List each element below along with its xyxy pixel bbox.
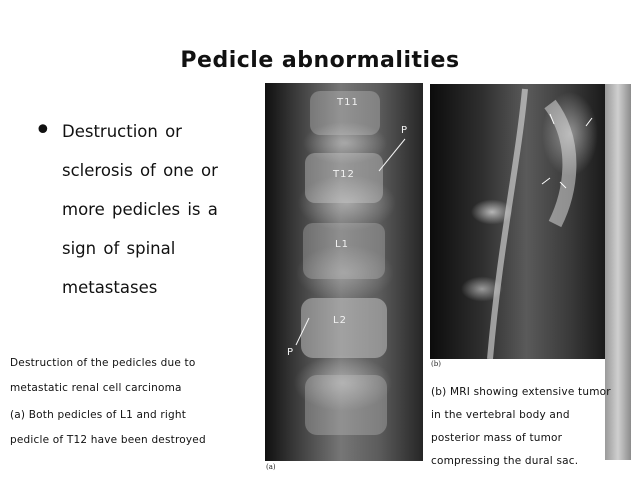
bullet-line: metastases (62, 278, 158, 297)
vertebra-label-l1: L1 (335, 239, 349, 250)
caption-line: (b) MRI showing extensive tumor (431, 386, 611, 398)
caption-line: (a) Both pedicles of L1 and right (10, 409, 187, 421)
xray-caption (10, 357, 206, 459)
xray-vertebrae-drawing (265, 83, 423, 461)
pedicle-label: P (401, 125, 409, 136)
bullet-line: Destruction or (62, 122, 182, 141)
slide-title: Pedicle abnormalities (180, 48, 460, 73)
caption-line: Destruction of the pedicles due to (10, 357, 196, 369)
bullet-line: more pedicles is a (62, 200, 218, 219)
bullet-line: sclerosis of one or (62, 161, 218, 180)
mri-caption (431, 386, 611, 480)
bullet-text (62, 122, 218, 317)
bullet-line: sign of spinal (62, 239, 176, 258)
panel-tag-a: (a) (266, 463, 276, 471)
bullet-icon: • (34, 113, 52, 148)
caption-line: pedicle of T12 have been destroyed (10, 434, 206, 446)
vertebra-label-l2: L2 (333, 315, 347, 326)
pedicle-label: P (287, 347, 295, 358)
caption-line: compressing the dural sac. (431, 455, 579, 467)
caption-line: in the vertebral body and (431, 409, 570, 421)
xray-image (265, 83, 423, 461)
panel-tag-b: (b) (431, 360, 441, 368)
mri-image (430, 84, 605, 359)
vertebra-label-t12: T12 (333, 169, 355, 180)
mri-spine-drawing (430, 84, 605, 359)
caption-line: posterior mass of tumor (431, 432, 563, 444)
vertebra-label-t11: T11 (337, 97, 359, 108)
caption-line: metastatic renal cell carcinoma (10, 382, 182, 394)
